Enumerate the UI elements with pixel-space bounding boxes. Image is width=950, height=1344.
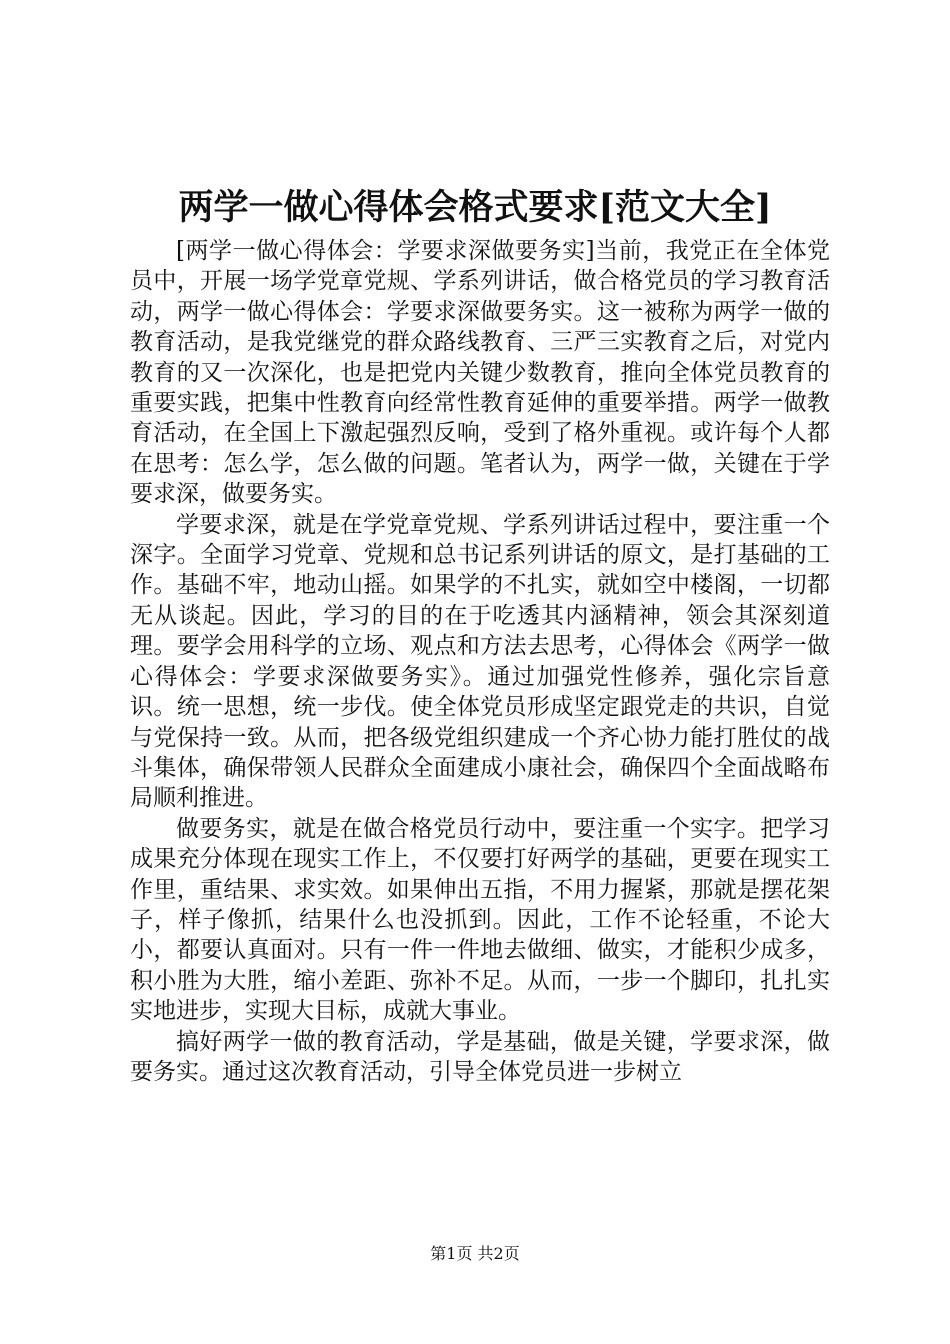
page-number-footer: 第1页 共2页 xyxy=(430,1244,520,1263)
paragraph-3: 做要务实，就是在做合格党员行动中，要注重一个实字。把学习成果充分体现在现实工作上，不仅要打好两学的基础，更要在现实工作里，重结果、求实效。如果伸出五指，不用力握紧，那就是摆花架子，样子像抓，结果什么也没抓到。因此，工作不论轻重，不论大小，都要认真面对。只有一件一件地去做细、做实，才能积少成多，积小胜为大胜，缩小差距、弥补不足。从而，一步一个脚印，扎扎实实地进步，实现大目标，成就大事业。 xyxy=(130,815,830,1025)
paragraph-2: 学要求深，就是在学党章党规、学系列讲话过程中，要注重一个深字。全面学习党章、党规和总书记系列讲话的原文，是打基础的工作。基础不牢，地动山摇。如果学的不扎实，就如空中楼阁，一切都无从谈起。因此，学习的目的在于吃透其内涵精神，领会其深刻道理。要学会用科学的立场、观点和方法去思考，心得体会《两学一做心得体会：学要求深做要务实》。通过加强党性修养，强化宗旨意识。统一思想，统一步伐。使全体党员形成坚定跟党走的共识，自觉与党保持一致。从而，把各级党组织建成一个齐心协力能打胜仗的战斗集体，确保带领人民群众全面建成小康社会，确保四个全面战略布局顺利推进。 xyxy=(130,511,830,812)
paragraph-4: 搞好两学一做的教育活动，学是基础，做是关键，学要求深，做要务实。通过这次教育活动，引导全体党员进一步树立 xyxy=(130,1028,830,1085)
document-body xyxy=(130,236,830,1087)
paragraph-1: [两学一做心得体会：学要求深做要务实]当前，我党正在全体党员中，开展一场学党章党规、学系列讲话，做合格党员的学习教育活动，两学一做心得体会：学要求深做要务实。这一被称为两学一做的教育活动，是我党继党的群众路线教育、三严三实教育之后，对党内教育的又一次深化，也是把党内关键少数教育，推向全体党员教育的重要实践，把集中性教育向经常性教育延伸的重要举措。两学一做教育活动，在全国上下激起强烈反响，受到了格外重视。或许每个人都在思考：怎么学，怎么做的问题。笔者认为，两学一做，关键在于学要求深，做要务实。 xyxy=(130,238,830,508)
document-title: 两学一做心得体会格式要求[范文大全] xyxy=(178,187,772,228)
